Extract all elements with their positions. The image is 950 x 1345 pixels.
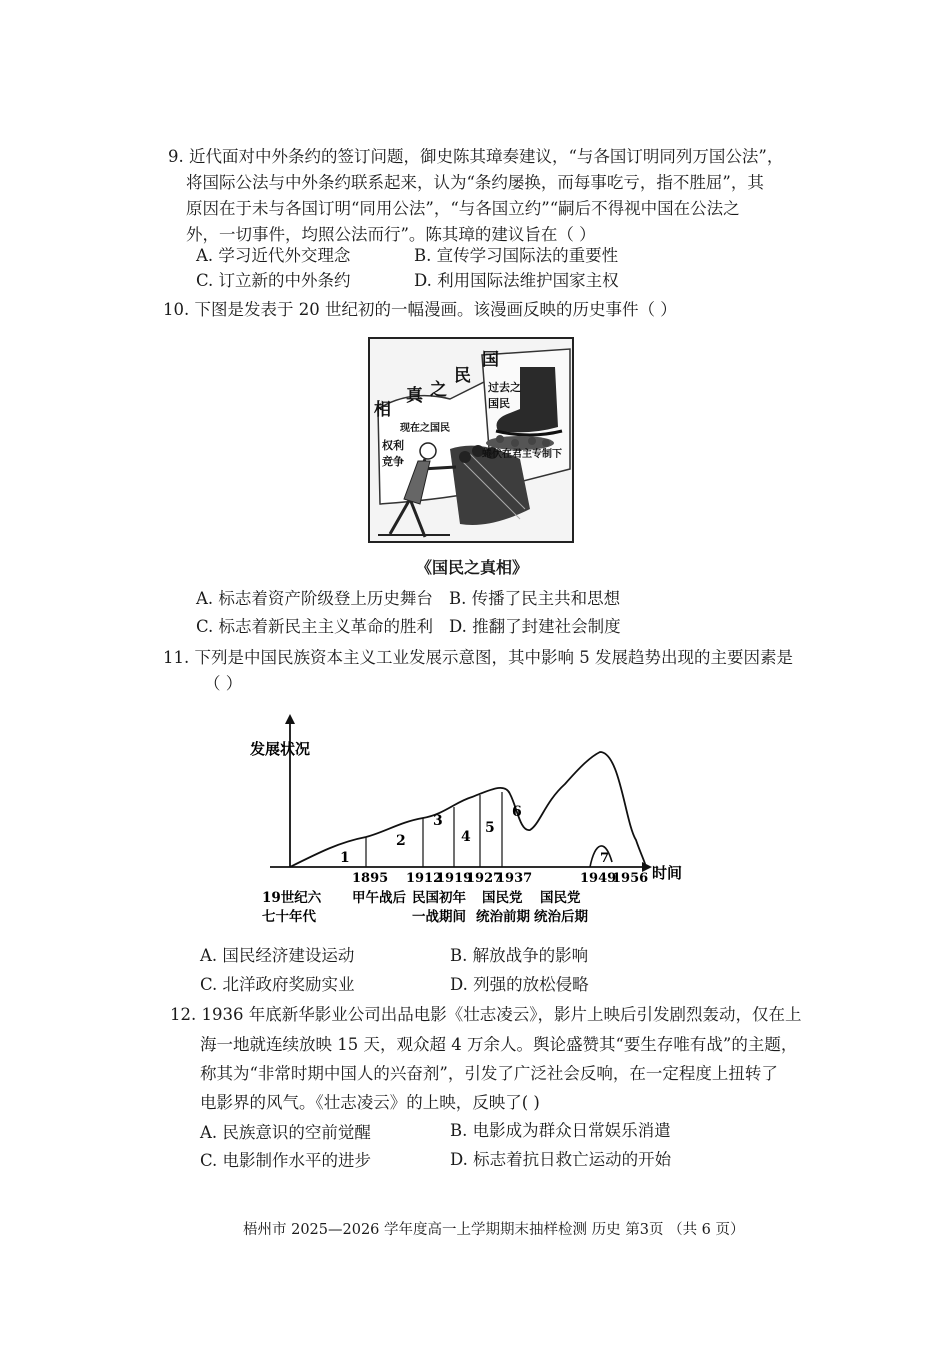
stage-7: 7 xyxy=(600,851,610,866)
q9-option-b: B. 宣传学习国际法的重要性 xyxy=(414,246,619,265)
period-1-line-1: 19世纪六 xyxy=(262,890,322,906)
q9-option-d: D. 利用国际法维护国家主权 xyxy=(414,271,619,290)
q10-option-a: A. 标志着资产阶级登上历史舞台 xyxy=(196,589,433,608)
q10-option-d: D. 推翻了封建社会制度 xyxy=(449,617,621,636)
period-5-line-2: 统治后期 xyxy=(534,909,588,925)
cartoon-title-char-5: 国 xyxy=(482,350,499,370)
y-axis-label-1: 发展状况 xyxy=(250,740,311,758)
cartoon-label-right-2: 竞争 xyxy=(382,455,404,468)
tick-1895: 1895 xyxy=(352,871,389,886)
page-footer: 梧州市 2025—2026 学年度高一上学期期末抽样检测 历史 第3页 （共 6 页） xyxy=(243,1222,745,1238)
q12-option-c: C. 电影制作水平的进步 xyxy=(200,1151,372,1170)
cartoon-title-char-3: 之 xyxy=(430,380,447,400)
tick-1956: 1956 xyxy=(612,871,649,886)
tick-1919: 1919 xyxy=(436,871,473,886)
stage-3: 3 xyxy=(433,813,443,829)
cartoon-label-bow: 蜷伏在君主专制下 xyxy=(482,449,562,460)
q10-option-c: C. 标志着新民主主义革命的胜利 xyxy=(196,617,434,636)
q11-option-b: B. 解放战争的影响 xyxy=(450,946,589,965)
stage-1: 1 xyxy=(340,850,350,866)
x-axis-label: 时间 xyxy=(652,864,683,882)
cartoon-label-past-1: 过去之 xyxy=(488,381,521,394)
cartoon-title-char-1: 相 xyxy=(374,400,391,420)
q9-line-4: 外，一切事件，均照公法而行”。陈其璋的建议旨在（ ） xyxy=(186,225,596,244)
q12-option-b: B. 电影成为群众日常娱乐消遣 xyxy=(450,1121,671,1140)
period-4-line-1: 国民党 xyxy=(482,890,523,906)
period-4-line-2: 统治前期 xyxy=(476,909,530,925)
q11-stem: 11. 下列是中国民族资本主义工业发展示意图，其中影响 5 发展趋势出现的主要因素是 xyxy=(163,648,793,667)
cartoon-label-right-1: 权利 xyxy=(382,439,404,452)
q12-option-d: D. 标志着抗日救亡运动的开始 xyxy=(450,1150,672,1169)
q12-line-1: 12. 1936 年底新华影业公司出品电影《壮志凌云》，影片上映后引发剧烈轰动，仅在上 xyxy=(170,1005,802,1024)
cartoon-title-char-2: 真 xyxy=(406,386,423,406)
q12-line-4: 电影界的风气。《壮志凌云》的上映，反映了( ) xyxy=(200,1093,540,1112)
q12-line-3: 称其为“非常时期中国人的兴奋剂”，引发了广泛社会反响，在一定程度上扭转了 xyxy=(200,1064,778,1083)
q10-option-b: B. 传播了民主共和思想 xyxy=(449,589,621,608)
period-2: 甲午战后 xyxy=(352,890,406,906)
development-chart xyxy=(240,712,700,937)
q9-option-c: C. 订立新的中外条约 xyxy=(196,271,351,290)
q10-stem: 10. 下图是发表于 20 世纪初的一幅漫画。该漫画反映的历史事件（ ） xyxy=(163,300,677,319)
q11-option-d: D. 列强的放松侵略 xyxy=(450,975,589,994)
stage-2: 2 xyxy=(396,833,406,849)
period-3-line-2: 一战期间 xyxy=(412,909,466,925)
cartoon-image xyxy=(368,337,574,543)
q9-line-1: 9. 近代面对中外条约的签订问题，御史陈其璋奏建议，“与各国订明同列万国公法”， xyxy=(168,147,784,166)
cartoon-title-char-4: 民 xyxy=(454,366,471,386)
q9-line-3: 原因在于未与各国订明“同用公法”，“与各国立约”“嗣后不得视中国在公法之 xyxy=(186,199,740,218)
q12-line-2: 海一地就连续放映 15 天，观众超 4 万余人。舆论盛赞其“要生存唯有战”的主题， xyxy=(200,1035,798,1054)
cartoon-caption: 《国民之真相》 xyxy=(416,558,529,577)
period-3-line-1: 民国初年 xyxy=(412,890,466,906)
stage-5: 5 xyxy=(485,820,495,836)
tick-1937: 1937 xyxy=(496,871,533,886)
tick-1949: 1949 xyxy=(580,871,617,886)
q9-option-a: A. 学习近代外交理念 xyxy=(196,246,351,265)
q11-option-c: C. 北洋政府奖励实业 xyxy=(200,975,355,994)
q12-option-a: A. 民族意识的空前觉醒 xyxy=(200,1123,371,1142)
cartoon-label-now: 现在之国民 xyxy=(400,423,450,434)
tick-1912: 1912 xyxy=(406,871,443,886)
period-5-line-1: 国民党 xyxy=(540,890,581,906)
period-1-line-2: 七十年代 xyxy=(262,909,316,925)
stage-4: 4 xyxy=(461,829,471,845)
y-axis-arrow xyxy=(285,714,295,724)
tick-1927: 1927 xyxy=(466,871,503,886)
q11-option-a: A. 国民经济建设运动 xyxy=(200,946,355,965)
q9-line-2: 将国际公法与中外条约联系起来，认为“条约屡换，而每事吃亏，指不胜屈”，其 xyxy=(186,173,764,192)
q11-stem-paren: （ ） xyxy=(204,674,243,693)
stage-6: 6 xyxy=(512,804,522,820)
cartoon-label-past-2: 国民 xyxy=(488,397,510,410)
